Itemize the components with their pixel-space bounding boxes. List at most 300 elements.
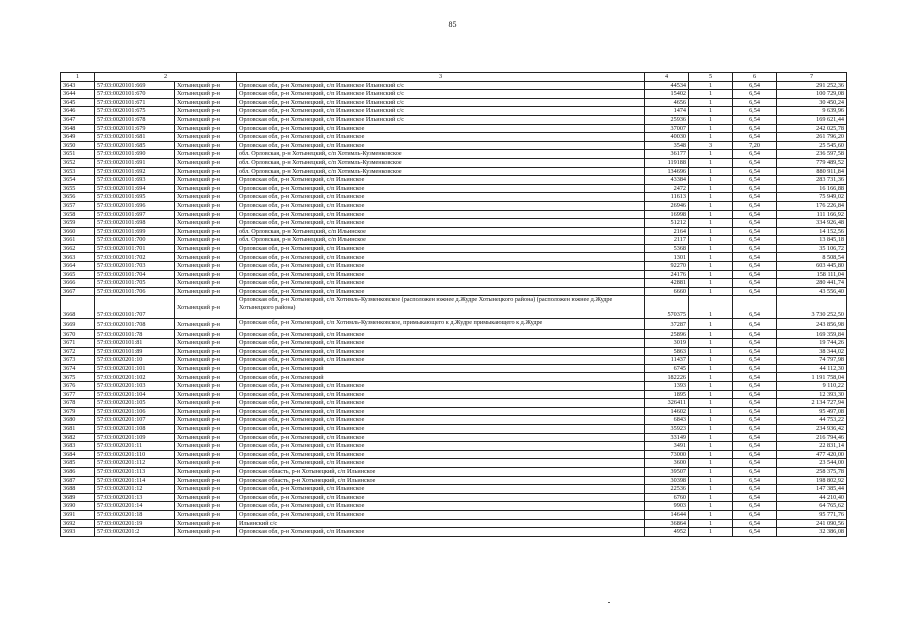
rate-cell: 6,54 [733, 319, 777, 330]
table-row [61, 262, 847, 271]
area-cell: 16998 [645, 210, 689, 219]
district-cell: Хотынецкий р-н [175, 115, 237, 124]
rate-cell: 6,54 [733, 476, 777, 485]
area-cell: 14644 [645, 510, 689, 519]
address-cell: Орловская обл, р-н Хотынецкий, с/п Ильинское [237, 493, 645, 502]
area-cell: 42881 [645, 279, 689, 288]
category-cell: 1 [689, 176, 733, 185]
area-cell: 36177 [645, 150, 689, 159]
cadastral-number-cell: 57:03:0020101:675 [95, 107, 175, 116]
cost-cell: 880 911,84 [777, 167, 847, 176]
cadastral-number-cell: 57:03:0020101:702 [95, 253, 175, 262]
category-cell: 1 [689, 442, 733, 451]
category-cell: 1 [689, 502, 733, 511]
row-number-cell: 3677 [61, 390, 95, 399]
category-cell: 1 [689, 399, 733, 408]
cadastral-number-cell: 57:03:0020101:700 [95, 236, 175, 245]
column-header: 5 [689, 73, 733, 82]
row-number-cell: 3643 [61, 81, 95, 90]
table-row [61, 407, 847, 416]
district-cell: Хотынецкий р-н [175, 519, 237, 528]
address-cell: Орловская обл, р-н Хотынецкий, с/п Ильинское [237, 339, 645, 348]
category-cell: 1 [689, 382, 733, 391]
cost-cell: 14 152,56 [777, 227, 847, 236]
cost-cell: 32 386,08 [777, 528, 847, 537]
row-number-cell: 3690 [61, 502, 95, 511]
address-cell: Орловская обл, р-н Хотынецкий, с/п Ильинское [237, 253, 645, 262]
cadastral-number-cell: 57:03:0020201:107 [95, 416, 175, 425]
table-row [61, 150, 847, 159]
table-row [61, 115, 847, 124]
area-cell: 1393 [645, 382, 689, 391]
address-cell: Орловская область, р-н Хотынецкий, с/п Ильинское [237, 476, 645, 485]
address-cell: Орловская обл, р-н Хотынецкий, с/п Ильинское [237, 330, 645, 339]
address-cell: Орловская обл, р-н Хотынецкий, с/п Ильинское [237, 356, 645, 365]
area-cell: 37007 [645, 124, 689, 133]
address-cell: Орловская обл, р-н Хотынецкий, с/п Ильинское [237, 124, 645, 133]
table-row [61, 236, 847, 245]
address-cell: Орловская обл, р-н Хотынецкий, с/п Ильинское [237, 485, 645, 494]
address-cell: обл. Орловская, р-н Хотынецкий, с/п Ильинское [237, 236, 645, 245]
cadastral-number-cell: 57:03:0020101:706 [95, 287, 175, 296]
address-cell: Орловская обл, р-н Хотынецкий, с/п Ильинское Ильинский с/с [237, 115, 645, 124]
category-cell: 1 [689, 158, 733, 167]
cost-cell: 779 489,52 [777, 158, 847, 167]
category-cell: 1 [689, 124, 733, 133]
table-row [61, 287, 847, 296]
cost-cell: 603 445,80 [777, 262, 847, 271]
table-row [61, 253, 847, 262]
rate-cell: 6,54 [733, 227, 777, 236]
address-cell: Орловская обл, р-н Хотынецкий, с/п Ильинское [237, 184, 645, 193]
address-cell: Орловская обл, р-н Хотынецкий, с/п Ильинское [237, 219, 645, 228]
cadastral-number-cell: 57:03:0020101:691 [95, 158, 175, 167]
area-cell: 134696 [645, 167, 689, 176]
district-cell: Хотынецкий р-н [175, 390, 237, 399]
rate-cell: 6,54 [733, 442, 777, 451]
address-cell: Орловская обл, р-н Хотынецкий, с/п Ильинское Ильинский с/с [237, 98, 645, 107]
district-cell: Хотынецкий р-н [175, 450, 237, 459]
row-number-cell: 3656 [61, 193, 95, 202]
category-cell: 1 [689, 219, 733, 228]
district-cell: Хотынецкий р-н [175, 201, 237, 210]
cost-cell: 158 111,04 [777, 270, 847, 279]
category-cell: 1 [689, 493, 733, 502]
district-cell: Хотынецкий р-н [175, 287, 237, 296]
category-cell: 1 [689, 81, 733, 90]
area-cell: 40030 [645, 133, 689, 142]
cost-cell: 13 845,18 [777, 236, 847, 245]
rate-cell: 6,54 [733, 450, 777, 459]
table-row [61, 124, 847, 133]
rate-cell: 6,54 [733, 176, 777, 185]
rate-cell: 6,54 [733, 262, 777, 271]
district-cell: Хотынецкий р-н [175, 176, 237, 185]
cost-cell: 477 420,00 [777, 450, 847, 459]
area-cell: 4656 [645, 98, 689, 107]
district-cell: Хотынецкий р-н [175, 319, 237, 330]
cost-cell: 198 802,92 [777, 476, 847, 485]
area-cell: 1895 [645, 390, 689, 399]
area-cell: 3600 [645, 459, 689, 468]
table-row [61, 424, 847, 433]
row-number-cell: 3678 [61, 399, 95, 408]
cadastral-number-cell: 57:03:0020101:679 [95, 124, 175, 133]
area-cell: 6760 [645, 493, 689, 502]
area-cell: 6745 [645, 364, 689, 373]
district-cell: Хотынецкий р-н [175, 424, 237, 433]
category-cell: 1 [689, 244, 733, 253]
district-cell: Хотынецкий р-н [175, 210, 237, 219]
district-cell: Хотынецкий р-н [175, 107, 237, 116]
cadastral-number-cell: 57:03:0020101:89 [95, 347, 175, 356]
cadastral-number-cell: 57:03:0020101:701 [95, 244, 175, 253]
rate-cell: 6,54 [733, 90, 777, 99]
district-cell: Хотынецкий р-н [175, 141, 237, 150]
category-cell: 1 [689, 253, 733, 262]
table-row [61, 201, 847, 210]
row-number-cell: 3671 [61, 339, 95, 348]
row-number-cell: 3674 [61, 364, 95, 373]
cost-cell: 95 771,76 [777, 510, 847, 519]
row-number-cell: 3669 [61, 319, 95, 330]
cost-cell: 35 106,72 [777, 244, 847, 253]
row-number-cell: 3682 [61, 433, 95, 442]
cadastral-number-cell: 57:03:0020101:705 [95, 279, 175, 288]
cost-cell: 169 359,84 [777, 330, 847, 339]
district-cell: Хотынецкий р-н [175, 98, 237, 107]
area-cell: 1301 [645, 253, 689, 262]
cost-cell: 111 166,92 [777, 210, 847, 219]
table-row [61, 528, 847, 537]
row-number-cell: 3662 [61, 244, 95, 253]
address-cell: Орловская обл, р-н Хотынецкий, с/п Ильинское [237, 502, 645, 511]
district-cell: Хотынецкий р-н [175, 133, 237, 142]
address-cell: Орловская обл, р-н Хотынецкий, с/п Ильинское [237, 450, 645, 459]
row-number-cell: 3647 [61, 115, 95, 124]
category-cell: 3 [689, 141, 733, 150]
cost-cell: 44 753,22 [777, 416, 847, 425]
category-cell: 1 [689, 390, 733, 399]
address-cell: Орловская обл, р-н Хотынецкий, с/п Ильинское [237, 399, 645, 408]
address-cell: Орловская обл, р-н Хотынецкий, с/п Ильинское [237, 133, 645, 142]
cost-cell: 216 794,46 [777, 433, 847, 442]
cost-cell: 16 166,88 [777, 184, 847, 193]
category-cell: 1 [689, 90, 733, 99]
row-number-cell: 3645 [61, 98, 95, 107]
table-row [61, 442, 847, 451]
cost-cell: 243 856,98 [777, 319, 847, 330]
area-cell: 30398 [645, 476, 689, 485]
cadastral-number-cell: 57:03:0020201:109 [95, 433, 175, 442]
district-cell: Хотынецкий р-н [175, 193, 237, 202]
district-cell: Хотынецкий р-н [175, 364, 237, 373]
cost-cell: 291 252,36 [777, 81, 847, 90]
rate-cell: 6,54 [733, 382, 777, 391]
row-number-cell: 3665 [61, 270, 95, 279]
rate-cell: 6,54 [733, 124, 777, 133]
district-cell: Хотынецкий р-н [175, 416, 237, 425]
district-cell: Хотынецкий р-н [175, 184, 237, 193]
area-cell: 4952 [645, 528, 689, 537]
address-cell: Орловская обл, р-н Хотынецкий, с/п Ильинское [237, 416, 645, 425]
cadastral-number-cell: 57:03:0020201:13 [95, 493, 175, 502]
category-cell: 1 [689, 433, 733, 442]
area-cell: 43384 [645, 176, 689, 185]
category-cell: 1 [689, 330, 733, 339]
district-cell: Хотынецкий р-н [175, 485, 237, 494]
category-cell: 1 [689, 510, 733, 519]
category-cell: 1 [689, 364, 733, 373]
area-cell: 22536 [645, 485, 689, 494]
category-cell: 1 [689, 227, 733, 236]
column-header: 1 [61, 73, 95, 82]
address-cell: Орловская обл, р-н Хотынецкий, с/п Ильинское [237, 279, 645, 288]
rate-cell: 6,54 [733, 347, 777, 356]
column-header: 7 [777, 73, 847, 82]
district-cell: Хотынецкий р-н [175, 347, 237, 356]
district-cell: Хотынецкий р-н [175, 459, 237, 468]
table-row [61, 373, 847, 382]
rate-cell: 6,54 [733, 416, 777, 425]
address-cell: Ильинский с/с [237, 519, 645, 528]
category-cell: 1 [689, 296, 733, 319]
district-cell: Хотынецкий р-н [175, 262, 237, 271]
category-cell: 1 [689, 407, 733, 416]
area-cell: 25896 [645, 330, 689, 339]
area-cell: 182226 [645, 373, 689, 382]
cost-cell: 30 450,24 [777, 98, 847, 107]
cost-cell: 280 441,74 [777, 279, 847, 288]
cadastral-number-cell: 57:03:0020101:703 [95, 262, 175, 271]
row-number-cell: 3659 [61, 219, 95, 228]
cost-cell: 100 729,08 [777, 90, 847, 99]
table-row [61, 356, 847, 365]
district-cell: Хотынецкий р-н [175, 270, 237, 279]
cost-cell: 261 796,20 [777, 133, 847, 142]
cost-cell: 64 765,62 [777, 502, 847, 511]
rate-cell: 6,54 [733, 244, 777, 253]
row-number-cell: 3681 [61, 424, 95, 433]
row-number-cell: 3676 [61, 382, 95, 391]
rate-cell: 6,54 [733, 485, 777, 494]
cost-cell: 242 025,78 [777, 124, 847, 133]
district-cell: Хотынецкий р-н [175, 253, 237, 262]
district-cell: Хотынецкий р-н [175, 433, 237, 442]
district-cell: Хотынецкий р-н [175, 279, 237, 288]
column-header: 2 [95, 73, 237, 82]
category-cell: 1 [689, 193, 733, 202]
cadastral-number-cell: 57:03:0020101:81 [95, 339, 175, 348]
cost-cell: 43 556,40 [777, 287, 847, 296]
table-row [61, 485, 847, 494]
area-cell: 11613 [645, 193, 689, 202]
cadastral-number-cell: 57:03:0020201:104 [95, 390, 175, 399]
cost-cell: 74 797,98 [777, 356, 847, 365]
address-cell: Орловская обл, р-н Хотынецкий, с/п Ильинское [237, 176, 645, 185]
cost-cell: 176 226,84 [777, 201, 847, 210]
table-row [61, 296, 847, 319]
category-cell: 1 [689, 133, 733, 142]
address-cell: Орловская обл, р-н Хотынецкий, с/п Ильинское [237, 433, 645, 442]
row-number-cell: 3666 [61, 279, 95, 288]
rate-cell: 6,54 [733, 167, 777, 176]
cost-cell: 283 731,36 [777, 176, 847, 185]
rate-cell: 6,54 [733, 158, 777, 167]
address-cell: Орловская обл, р-н Хотынецкий, с/п Ильинское [237, 244, 645, 253]
row-number-cell: 3688 [61, 485, 95, 494]
table-body [61, 81, 847, 536]
cost-cell: 147 385,44 [777, 485, 847, 494]
district-cell: Хотынецкий р-н [175, 167, 237, 176]
category-cell: 1 [689, 416, 733, 425]
cadastral-number-cell: 57:03:0020201:12 [95, 485, 175, 494]
address-cell: обл. Орловская, р-н Хотынецкий, с/п Ильинское [237, 227, 645, 236]
table-row [61, 390, 847, 399]
cost-cell: 241 090,56 [777, 519, 847, 528]
cadastral-number-cell: 57:03:0020101:690 [95, 150, 175, 159]
cadastral-number-cell: 57:03:0020201:14 [95, 502, 175, 511]
rate-cell: 6,54 [733, 373, 777, 382]
area-cell: 25936 [645, 115, 689, 124]
table-row [61, 227, 847, 236]
rate-cell: 6,54 [733, 210, 777, 219]
area-cell: 6843 [645, 416, 689, 425]
rate-cell: 6,54 [733, 296, 777, 319]
area-cell: 1474 [645, 107, 689, 116]
rate-cell: 6,54 [733, 407, 777, 416]
rate-cell: 6,54 [733, 467, 777, 476]
row-number-cell: 3675 [61, 373, 95, 382]
category-cell: 1 [689, 115, 733, 124]
category-cell: 1 [689, 319, 733, 330]
category-cell: 1 [689, 236, 733, 245]
category-cell: 1 [689, 210, 733, 219]
area-cell: 119188 [645, 158, 689, 167]
column-header: 6 [733, 73, 777, 82]
rate-cell: 6,54 [733, 459, 777, 468]
district-cell: Хотынецкий р-н [175, 407, 237, 416]
row-number-cell: 3691 [61, 510, 95, 519]
cost-cell: 234 936,42 [777, 424, 847, 433]
rate-cell: 6,54 [733, 510, 777, 519]
page-number: 85 [448, 20, 457, 29]
district-cell: Хотынецкий р-н [175, 219, 237, 228]
address-cell: Орловская обл, р-н Хотынецкий, с/п Ильинское [237, 193, 645, 202]
address-cell: обл. Орловская, р-н Хотынецкий, с/п Хотимль-Кузменковское [237, 167, 645, 176]
category-cell: 1 [689, 347, 733, 356]
area-cell: 37287 [645, 319, 689, 330]
district-cell: Хотынецкий р-н [175, 244, 237, 253]
category-cell: 1 [689, 467, 733, 476]
rate-cell: 6,54 [733, 493, 777, 502]
rate-cell: 6,54 [733, 330, 777, 339]
table-row [61, 184, 847, 193]
row-number-cell: 3664 [61, 262, 95, 271]
cadastral-number-cell: 57:03:0020101:681 [95, 133, 175, 142]
area-cell: 2472 [645, 184, 689, 193]
address-cell: обл. Орловская, р-н Хотынецкий, с/п Хотимль-Кузменковское [237, 158, 645, 167]
address-cell: Орловская обл, р-н Хотынецкий, с/п Ильинское Ильинский с/с [237, 81, 645, 90]
area-cell: 6660 [645, 287, 689, 296]
row-number-cell: 3668 [61, 296, 95, 319]
area-cell: 35923 [645, 424, 689, 433]
category-cell: 1 [689, 150, 733, 159]
district-cell: Хотынецкий р-н [175, 296, 237, 319]
table-row [61, 416, 847, 425]
address-cell: Орловская обл, р-н Хотынецкий, с/п Ильинское [237, 442, 645, 451]
district-cell: Хотынецкий р-н [175, 227, 237, 236]
cost-cell: 8 508,54 [777, 253, 847, 262]
row-number-cell: 3648 [61, 124, 95, 133]
row-number-cell: 3660 [61, 227, 95, 236]
table-row [61, 519, 847, 528]
district-cell: Хотынецкий р-н [175, 467, 237, 476]
address-cell: Орловская обл, р-н Хотынецкий [237, 373, 645, 382]
cost-cell: 12 393,30 [777, 390, 847, 399]
district-cell: Хотынецкий р-н [175, 158, 237, 167]
rate-cell: 6,54 [733, 270, 777, 279]
table-row [61, 450, 847, 459]
category-cell: 1 [689, 167, 733, 176]
cadastral-number-cell: 57:03:0020201:102 [95, 373, 175, 382]
address-cell: Орловская обл, р-н Хотынецкий [237, 364, 645, 373]
area-cell: 24176 [645, 270, 689, 279]
category-cell: 1 [689, 476, 733, 485]
address-cell: Орловская обл, р-н Хотынецкий, с/п Ильинское [237, 528, 645, 537]
cadastral-number-cell: 57:03:0020101:708 [95, 319, 175, 330]
table-row [61, 98, 847, 107]
district-cell: Хотынецкий р-н [175, 442, 237, 451]
row-number-cell: 3663 [61, 253, 95, 262]
table-row [61, 167, 847, 176]
row-number-cell: 3655 [61, 184, 95, 193]
cost-cell: 9 639,96 [777, 107, 847, 116]
category-cell: 1 [689, 184, 733, 193]
cadastral-number-cell: 57:03:0020201:112 [95, 459, 175, 468]
category-cell: 1 [689, 279, 733, 288]
category-cell: 1 [689, 270, 733, 279]
category-cell: 1 [689, 98, 733, 107]
area-cell: 3019 [645, 339, 689, 348]
category-cell: 1 [689, 107, 733, 116]
area-cell: 73000 [645, 450, 689, 459]
row-number-cell: 3644 [61, 90, 95, 99]
address-cell: Орловская обл, р-н Хотынецкий, с/п Ильинское [237, 270, 645, 279]
row-number-cell: 3673 [61, 356, 95, 365]
district-cell: Хотынецкий р-н [175, 356, 237, 365]
row-number-cell: 3689 [61, 493, 95, 502]
table-row [61, 270, 847, 279]
district-cell: Хотынецкий р-н [175, 493, 237, 502]
table-row [61, 476, 847, 485]
table-row [61, 339, 847, 348]
address-cell: Орловская обл, р-н Хотынецкий, с/п Ильинское [237, 390, 645, 399]
address-cell: Орловская обл, р-н Хотынецкий, с/п Ильинское Ильинский с/с [237, 107, 645, 116]
row-number-cell: 3683 [61, 442, 95, 451]
row-number-cell: 3657 [61, 201, 95, 210]
cadastral-number-cell: 57:03:0020101:697 [95, 210, 175, 219]
column-header: 4 [645, 73, 689, 82]
row-number-cell: 3661 [61, 236, 95, 245]
rate-cell: 6,54 [733, 81, 777, 90]
category-cell: 1 [689, 519, 733, 528]
row-number-cell: 3693 [61, 528, 95, 537]
area-cell: 326411 [645, 399, 689, 408]
area-cell: 92270 [645, 262, 689, 271]
cost-cell: 44 112,30 [777, 364, 847, 373]
address-cell: Орловская обл, р-н Хотынецкий, с/п Хотимль-Кузменковское, примыкающего к д.Жудре примыкающего к д.Жудре [237, 319, 645, 330]
